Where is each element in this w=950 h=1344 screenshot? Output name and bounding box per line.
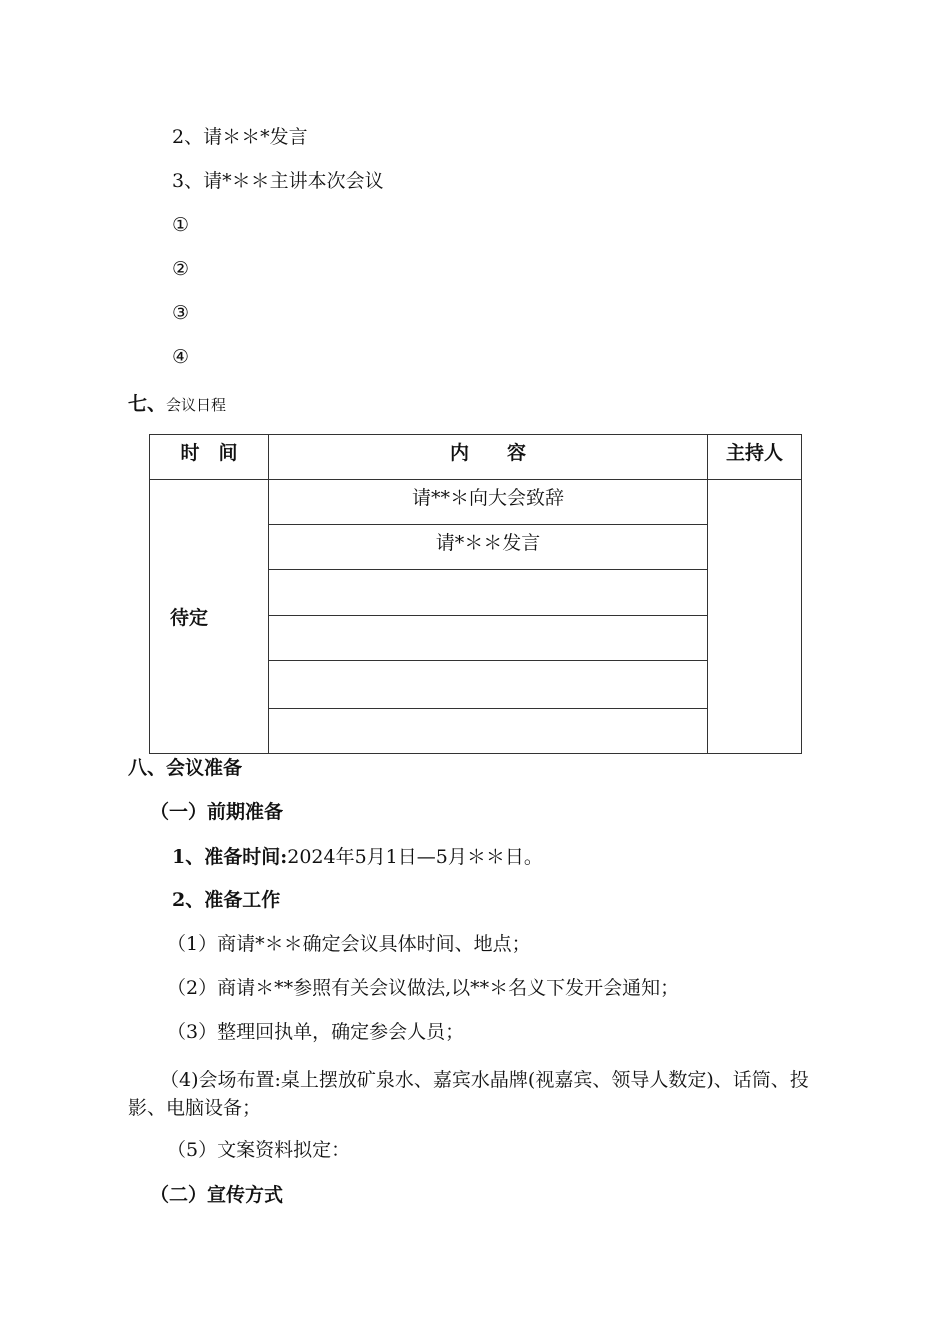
task-item-4: （4)会场布置:桌上摆放矿泉水、嘉宾水晶牌(视嘉宾、领导人数定)、话筒、投影、电脑设备； — [128, 1069, 809, 1119]
section-7-number: 七、 — [128, 393, 167, 415]
work-title: 2、准备工作 — [172, 889, 281, 911]
schedule-header-row — [150, 435, 802, 480]
content-cell: 请*＊＊发言 — [269, 525, 708, 570]
header-content: 内 容 — [269, 435, 708, 480]
schedule-table — [149, 434, 802, 754]
time-cell: 待定 — [150, 480, 269, 754]
task-item-3: （3）整理回执单，确定参会人员； — [167, 1021, 465, 1043]
content-cell — [269, 616, 708, 661]
header-time: 时 间 — [150, 435, 269, 480]
content-cell — [269, 570, 708, 616]
task-item-1: （1）商请*＊＊确定会议具体时间、地点； — [167, 933, 531, 955]
speaker-item-2: 2、请＊＊*发言 — [172, 126, 308, 148]
prep-time-label: 1、准备时间: — [172, 846, 288, 868]
content-cell — [269, 709, 708, 754]
circle-item-1: ① — [172, 214, 190, 236]
content-cell: 请**＊向大会致辞 — [269, 480, 708, 525]
circle-item-2: ② — [172, 258, 190, 280]
task-item-2: （2）商请＊**参照有关会议做法,以**＊名义下发开会通知； — [167, 977, 680, 999]
host-cell — [708, 480, 802, 754]
circle-item-4: ④ — [172, 346, 190, 368]
prep-time-line — [172, 845, 543, 869]
circle-item-3: ③ — [172, 302, 190, 324]
subsection-2-title: （二）宣传方式 — [150, 1184, 284, 1206]
section-7-title: 会议日程 — [166, 396, 227, 414]
header-host: 主持人 — [708, 435, 802, 480]
speaker-item-3: 3、请*＊＊主讲本次会议 — [172, 170, 384, 192]
content-cell — [269, 661, 708, 709]
section-7-heading — [128, 392, 226, 417]
section-8-title: 八、会议准备 — [128, 757, 243, 779]
task-item-5: （5）文案资料拟定： — [167, 1139, 351, 1161]
prep-time-value: 2024年5月1日—5月＊＊日。 — [287, 846, 543, 868]
table-row — [150, 480, 802, 525]
subsection-1-title: （一）前期准备 — [150, 801, 284, 823]
